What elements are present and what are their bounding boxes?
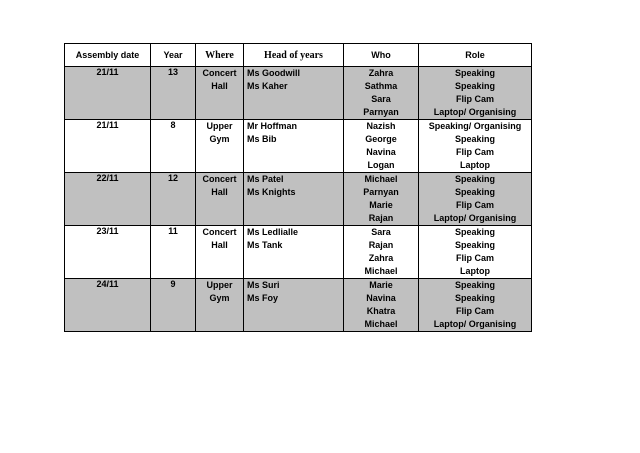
student-name: Navina xyxy=(366,147,396,157)
role-text: Speaking xyxy=(454,293,495,303)
head-name: Ms Knights xyxy=(247,187,296,197)
head-name: Ms Ledlialle xyxy=(247,227,299,237)
table-row xyxy=(65,67,532,120)
role-text: Flip Cam xyxy=(455,253,494,263)
role-cell xyxy=(419,226,532,279)
role-text: Speaking xyxy=(454,280,495,290)
table-row xyxy=(65,173,532,226)
where-line: Concert xyxy=(202,68,237,78)
head-name: Ms Kaher xyxy=(247,81,288,91)
who-cell xyxy=(344,226,419,279)
header-year: Year xyxy=(151,44,196,67)
head-of-years-cell xyxy=(244,67,344,120)
head-name: Mr Hoffman xyxy=(247,121,297,131)
where-cell xyxy=(196,173,244,226)
role-text: Speaking/ Organising xyxy=(428,121,522,131)
role-text: Speaking xyxy=(454,81,495,91)
role-text: Flip Cam xyxy=(455,94,494,104)
student-name: Michael xyxy=(364,174,398,184)
student-name: Zahra xyxy=(368,68,394,78)
where-line: Hall xyxy=(211,187,228,197)
head-name: Ms Tank xyxy=(247,240,283,250)
header-who: Who xyxy=(344,44,419,67)
student-name: Michael xyxy=(364,319,398,329)
year-cell: 12 xyxy=(151,173,196,226)
head-name: Ms Goodwill xyxy=(247,68,300,78)
assembly-date-cell: 22/11 xyxy=(65,173,151,226)
role-text: Speaking xyxy=(454,187,495,197)
where-line: Concert xyxy=(202,227,237,237)
student-name: Rajan xyxy=(368,240,394,250)
role-cell xyxy=(419,67,532,120)
role-text: Flip Cam xyxy=(455,147,494,157)
role-text: Speaking xyxy=(454,240,495,250)
header-where: Where xyxy=(196,44,244,67)
table-row xyxy=(65,226,532,279)
student-name: Sara xyxy=(371,94,391,104)
role-text: Speaking xyxy=(454,227,495,237)
student-name: Logan xyxy=(367,160,395,170)
where-line: Hall xyxy=(211,81,228,91)
student-name: Nazish xyxy=(366,121,396,131)
student-name: Sara xyxy=(371,227,391,237)
head-of-years-cell xyxy=(244,226,344,279)
student-name: Parnyan xyxy=(363,187,399,197)
where-line: Upper xyxy=(206,280,233,290)
role-text: Speaking xyxy=(454,174,495,184)
student-name: Zahra xyxy=(368,253,394,263)
table-row xyxy=(65,120,532,173)
role-text: Laptop/ Organising xyxy=(433,213,517,223)
student-name: Rajan xyxy=(368,213,394,223)
who-cell xyxy=(344,279,419,332)
role-text: Laptop xyxy=(460,160,490,170)
head-of-years-cell xyxy=(244,279,344,332)
header-row xyxy=(65,44,532,67)
year-cell: 11 xyxy=(151,226,196,279)
who-cell xyxy=(344,67,419,120)
head-name: Ms Patel xyxy=(247,174,284,184)
student-name: Parnyan xyxy=(363,107,399,117)
who-cell xyxy=(344,120,419,173)
where-cell xyxy=(196,67,244,120)
role-text: Laptop/ Organising xyxy=(433,319,517,329)
header-role: Role xyxy=(419,44,532,67)
header-assembly-date: Assembly date xyxy=(65,44,151,67)
assembly-date-cell: 24/11 xyxy=(65,279,151,332)
year-cell: 8 xyxy=(151,120,196,173)
where-line: Hall xyxy=(211,240,228,250)
head-of-years-cell xyxy=(244,173,344,226)
role-cell xyxy=(419,279,532,332)
role-cell xyxy=(419,173,532,226)
where-cell xyxy=(196,120,244,173)
role-text: Speaking xyxy=(454,68,495,78)
role-text: Flip Cam xyxy=(455,306,494,316)
student-name: Sathma xyxy=(364,81,398,91)
where-cell xyxy=(196,226,244,279)
role-cell xyxy=(419,120,532,173)
student-name: Navina xyxy=(366,293,396,303)
student-name: Marie xyxy=(369,280,393,290)
assembly-schedule-table xyxy=(64,43,532,332)
head-name: Ms Bib xyxy=(247,134,277,144)
student-name: Michael xyxy=(364,266,398,276)
student-name: Marie xyxy=(369,200,393,210)
assembly-date-cell: 23/11 xyxy=(65,226,151,279)
head-name: Ms Foy xyxy=(247,293,279,303)
role-text: Laptop xyxy=(460,266,490,276)
year-cell: 13 xyxy=(151,67,196,120)
assembly-date-cell: 21/11 xyxy=(65,67,151,120)
where-line: Upper xyxy=(206,121,233,131)
head-of-years-cell xyxy=(244,120,344,173)
student-name: George xyxy=(365,134,397,144)
where-cell xyxy=(196,279,244,332)
year-cell: 9 xyxy=(151,279,196,332)
role-text: Laptop/ Organising xyxy=(433,107,517,117)
who-cell xyxy=(344,173,419,226)
where-line: Gym xyxy=(209,134,230,144)
where-line: Concert xyxy=(202,174,237,184)
student-name: Khatra xyxy=(366,306,396,316)
head-name: Ms Suri xyxy=(247,280,280,290)
role-text: Speaking xyxy=(454,134,495,144)
header-head-of-years: Head of years xyxy=(244,44,344,67)
assembly-date-cell: 21/11 xyxy=(65,120,151,173)
role-text: Flip Cam xyxy=(455,200,494,210)
table-row xyxy=(65,279,532,332)
where-line: Gym xyxy=(209,293,230,303)
